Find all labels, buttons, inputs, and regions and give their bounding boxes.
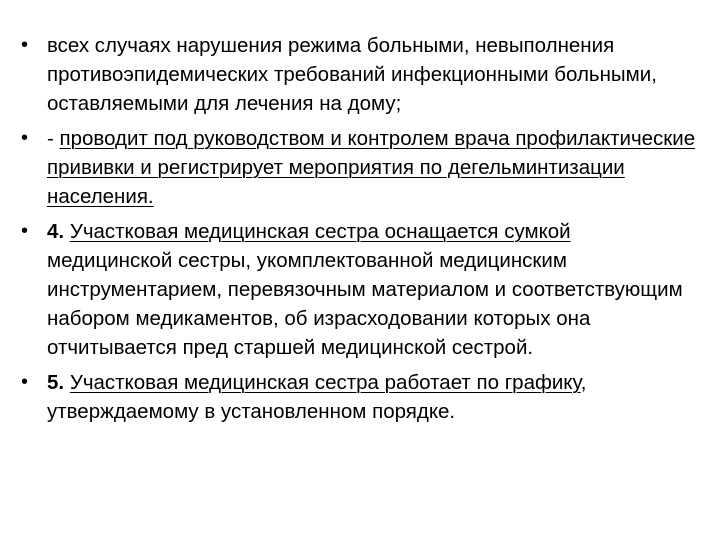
bullet-item-2 <box>47 124 697 211</box>
bullet-4-rest-text: , утверждаемому в установленном порядке. <box>47 371 587 423</box>
bullet-1-text: всех случаях нарушения режима больными, невыполнения противоэпидемических требований инфекционными больными, оставляемыми для лечения на дому; <box>47 34 657 115</box>
bullet-list <box>47 31 697 432</box>
bullet-4-underlined-text: Участковая медицинская сестра работает по графику <box>69 371 581 394</box>
bullet-3-underlined-text: Участковая медицинская сестра оснащается сумкой <box>69 220 571 243</box>
bullet-2-prefix: - <box>47 127 60 150</box>
bullet-item-1 <box>47 31 697 118</box>
bullet-2-underlined-text: проводит под руководством и контролем врача профилактические прививки и регистрирует мероприятия по дегельминтизации населения. <box>47 127 696 208</box>
bullet-item-4 <box>47 368 697 426</box>
bullet-item-3 <box>47 217 697 362</box>
bullet-3-number: 4. <box>47 220 65 243</box>
bullet-3-rest-text: медицинской сестры, укомплектованной медицинским инструментарием, перевязочным материалом и соответствующим набором медикаментов, об израсходовании которых она отчитывается пред старшей медицинской сестрой. <box>47 249 683 359</box>
bullet-4-number: 5. <box>47 371 65 394</box>
